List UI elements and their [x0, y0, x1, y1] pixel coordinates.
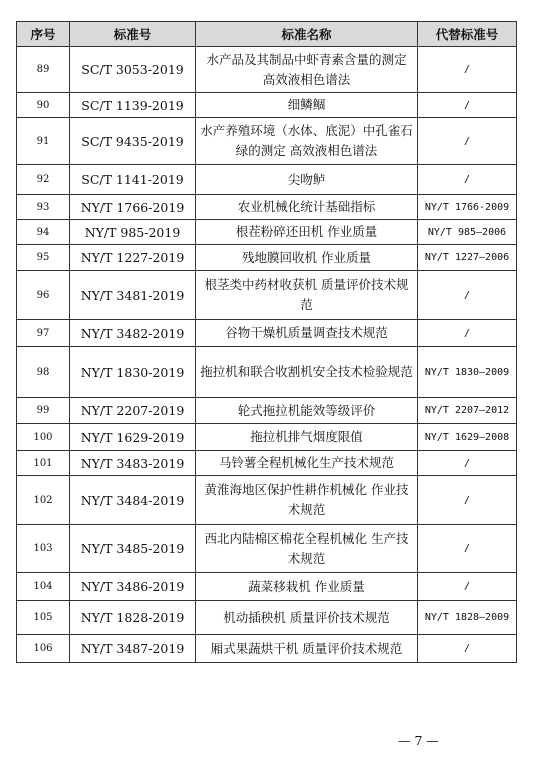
- row-name: 厢式果蔬烘干机 质量评价技术规范: [196, 635, 418, 663]
- row-replace: NY/T 1766-2009: [418, 195, 517, 220]
- row-replace: NY/T 1828—2009: [418, 601, 517, 635]
- row-replace: /: [418, 635, 517, 663]
- table-row: [17, 320, 517, 347]
- row-name: 西北内陆棉区棉花全程机械化 生产技术规范: [196, 525, 418, 573]
- row-no: 100: [17, 424, 70, 451]
- row-no: 103: [17, 525, 70, 573]
- row-no: 90: [17, 93, 70, 118]
- row-replace: /: [418, 320, 517, 347]
- row-code: NY/T 1828-2019: [70, 601, 196, 635]
- row-no: 104: [17, 573, 70, 601]
- table-row: [17, 220, 517, 245]
- row-replace: /: [418, 118, 517, 165]
- table-row: [17, 271, 517, 320]
- row-code: SC/T 3053-2019: [70, 47, 196, 93]
- row-code: NY/T 1227-2019: [70, 245, 196, 271]
- row-replace: /: [418, 47, 517, 93]
- row-code: NY/T 3484-2019: [70, 476, 196, 525]
- row-replace: /: [418, 573, 517, 601]
- row-name: 水产品及其制品中虾青素含量的测定 高效液相色谱法: [196, 47, 418, 93]
- header-no: 序号: [17, 22, 70, 47]
- row-no: 89: [17, 47, 70, 93]
- row-name: 细鳞鲴: [196, 93, 418, 118]
- row-code: NY/T 3481-2019: [70, 271, 196, 320]
- standards-table: [16, 21, 517, 663]
- row-no: 102: [17, 476, 70, 525]
- row-no: 98: [17, 347, 70, 398]
- row-name: 根茬粉碎还田机 作业质量: [196, 220, 418, 245]
- table-row: [17, 601, 517, 635]
- row-code: SC/T 9435-2019: [70, 118, 196, 165]
- row-no: 93: [17, 195, 70, 220]
- row-code: SC/T 1141-2019: [70, 165, 196, 195]
- row-name: 拖拉机排气烟度限值: [196, 424, 418, 451]
- row-code: NY/T 3487-2019: [70, 635, 196, 663]
- row-code: NY/T 3483-2019: [70, 451, 196, 476]
- row-no: 101: [17, 451, 70, 476]
- row-name: 机动插秧机 质量评价技术规范: [196, 601, 418, 635]
- row-replace: /: [418, 451, 517, 476]
- row-no: 105: [17, 601, 70, 635]
- table-header-row: [17, 22, 517, 47]
- row-code: NY/T 1766-2019: [70, 195, 196, 220]
- table-row: [17, 47, 517, 93]
- row-name: 轮式拖拉机能效等级评价: [196, 398, 418, 424]
- row-code: NY/T 1629-2019: [70, 424, 196, 451]
- row-replace: /: [418, 93, 517, 118]
- row-code: NY/T 3485-2019: [70, 525, 196, 573]
- row-no: 99: [17, 398, 70, 424]
- table-row: [17, 195, 517, 220]
- row-code: SC/T 1139-2019: [70, 93, 196, 118]
- table-row: [17, 118, 517, 165]
- header-replace: 代替标准号: [418, 22, 517, 47]
- row-no: 92: [17, 165, 70, 195]
- row-replace: NY/T 1227—2006: [418, 245, 517, 271]
- row-no: 106: [17, 635, 70, 663]
- row-replace: NY/T 2207—2012: [418, 398, 517, 424]
- row-no: 91: [17, 118, 70, 165]
- row-replace: /: [418, 525, 517, 573]
- header-name: 标准名称: [196, 22, 418, 47]
- row-no: 96: [17, 271, 70, 320]
- row-replace: /: [418, 476, 517, 525]
- row-code: NY/T 3486-2019: [70, 573, 196, 601]
- row-replace: /: [418, 271, 517, 320]
- row-name: 黄淮海地区保护性耕作机械化 作业技术规范: [196, 476, 418, 525]
- table-row: [17, 451, 517, 476]
- row-no: 97: [17, 320, 70, 347]
- row-name: 马铃薯全程机械化生产技术规范: [196, 451, 418, 476]
- table-row: [17, 93, 517, 118]
- row-name: 农业机械化统计基础指标: [196, 195, 418, 220]
- row-no: 95: [17, 245, 70, 271]
- table-row: [17, 165, 517, 195]
- row-code: NY/T 1830-2019: [70, 347, 196, 398]
- row-replace: NY/T 985—2006: [418, 220, 517, 245]
- table-row: [17, 424, 517, 451]
- table-row: [17, 635, 517, 663]
- row-replace: /: [418, 165, 517, 195]
- table-row: [17, 398, 517, 424]
- table-row: [17, 476, 517, 525]
- table-row: [17, 573, 517, 601]
- page-number: — 7 —: [398, 733, 439, 748]
- table-row: [17, 245, 517, 271]
- row-name: 谷物干燥机质量调查技术规范: [196, 320, 418, 347]
- row-name: 残地膜回收机 作业质量: [196, 245, 418, 271]
- row-name: 水产养殖环境（水体、底泥）中孔雀石绿的测定 高效液相色谱法: [196, 118, 418, 165]
- row-name: 根茎类中药材收获机 质量评价技术规范: [196, 271, 418, 320]
- row-name: 尖吻鲈: [196, 165, 418, 195]
- table-row: [17, 347, 517, 398]
- header-code: 标准号: [70, 22, 196, 47]
- row-replace: NY/T 1629—2008: [418, 424, 517, 451]
- row-code: NY/T 2207-2019: [70, 398, 196, 424]
- row-name: 蔬菜移栽机 作业质量: [196, 573, 418, 601]
- row-name: 拖拉机和联合收割机安全技术检验规范: [196, 347, 418, 398]
- row-no: 94: [17, 220, 70, 245]
- row-code: NY/T 985-2019: [70, 220, 196, 245]
- table-row: [17, 525, 517, 573]
- row-replace: NY/T 1830—2009: [418, 347, 517, 398]
- row-code: NY/T 3482-2019: [70, 320, 196, 347]
